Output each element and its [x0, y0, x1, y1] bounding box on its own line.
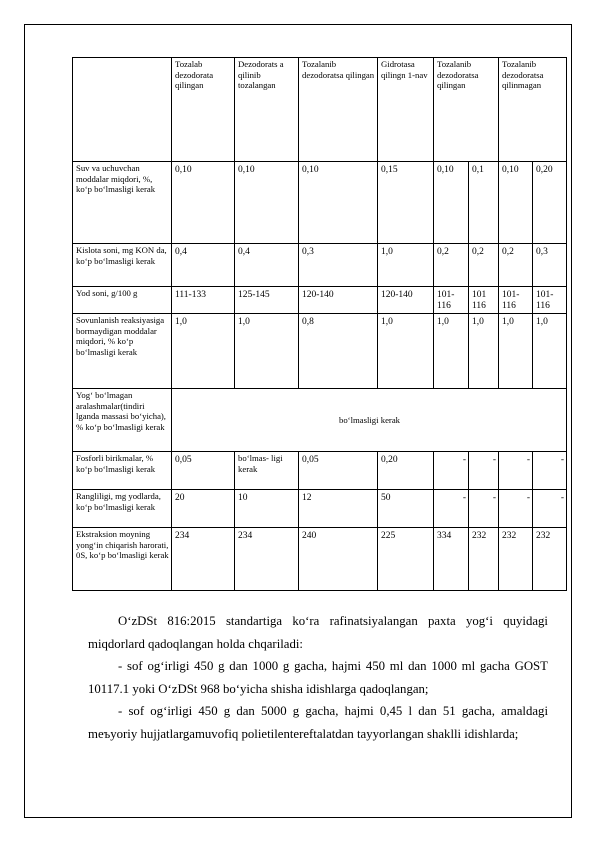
row-label: Yod soni, g/100 g [73, 287, 172, 314]
table-cell: 1,0 [434, 314, 469, 389]
table-row [73, 162, 567, 244]
table-cell: bo‘lmas- ligi kerak [235, 452, 299, 490]
table-cell: 232 [469, 528, 499, 591]
table-cell: 0,20 [378, 452, 434, 490]
table-cell: 111-133 [172, 287, 235, 314]
table-cell: 0,10 [434, 162, 469, 244]
paragraph: - sof og‘irligi 450 g dan 5000 g gacha, hajmi 0,45 l dan 51 gacha, amaldagi meъyoriy hujjatlargamuvofiq polietilentereftalatdan tayyorlangan shaklli idishlarda; [88, 704, 548, 741]
body-text [88, 610, 548, 745]
specification-table [72, 57, 567, 591]
table-cell: 0,8 [299, 314, 378, 389]
row-label: Suv va uchuvchan moddalar miqdori, %, ko‘p bo‘lmasligi kerak [73, 162, 172, 244]
table-cell: 0,10 [235, 162, 299, 244]
row-label: Yog‘ bo‘lmagan aralashmalar(tindiri lganda massasi bo‘yicha), % ko‘p bo‘lmasligi kerak [73, 389, 172, 452]
header-cell: Tozalanib dezodoratsa qilingan [434, 58, 499, 162]
table-cell: 120-140 [299, 287, 378, 314]
table-cell: 1,0 [499, 314, 533, 389]
table-cell: 0,4 [172, 244, 235, 287]
table-cell: 1,0 [235, 314, 299, 389]
table-cell: - [469, 490, 499, 528]
table-row [73, 287, 567, 314]
table-cell: - [499, 452, 533, 490]
table-cell: 0,10 [299, 162, 378, 244]
table-cell: 1,0 [469, 314, 499, 389]
table-cell: 125-145 [235, 287, 299, 314]
table-cell: 50 [378, 490, 434, 528]
table-cell: 20 [172, 490, 235, 528]
row-label: Sovunlanish reaksiyasiga bormaydigan moddalar miqdori, % ko‘p bo‘lmasligi kerak [73, 314, 172, 389]
table-cell: 101 116 [469, 287, 499, 314]
table-cell: 1,0 [172, 314, 235, 389]
table-row [73, 528, 567, 591]
table-cell: - [434, 452, 469, 490]
header-cell: Tozalab dezodorata qilingan [172, 58, 235, 162]
table-header-row [73, 58, 567, 162]
header-cell: Tozalanib dezodoratsa qilinmagan [499, 58, 567, 162]
table-cell: 120-140 [378, 287, 434, 314]
header-cell: Dezodorats a qilinib tozalangan [235, 58, 299, 162]
table-row [73, 244, 567, 287]
table-cell: 0,2 [499, 244, 533, 287]
table-cell: 0,4 [235, 244, 299, 287]
table-cell: 0,3 [533, 244, 567, 287]
table-cell: - [434, 490, 469, 528]
table-cell: 234 [235, 528, 299, 591]
table-cell: 0,1 [469, 162, 499, 244]
table-cell: 232 [499, 528, 533, 591]
table-cell: 101- 116 [499, 287, 533, 314]
table-cell: 0,2 [434, 244, 469, 287]
table-cell: 234 [172, 528, 235, 591]
table-cell: 225 [378, 528, 434, 591]
table-row [73, 490, 567, 528]
table-cell: 101- 116 [533, 287, 567, 314]
table-cell: 0,15 [378, 162, 434, 244]
table-cell: 0,10 [172, 162, 235, 244]
row-label: Kislota soni, mg KON da, ko‘p bo‘lmasligi kerak [73, 244, 172, 287]
table-cell: 1,0 [378, 314, 434, 389]
row-label: Fosforli birikmalar, % ko‘p bo‘lmasligi kerak [73, 452, 172, 490]
table-cell: 240 [299, 528, 378, 591]
table-cell: 101- 116 [434, 287, 469, 314]
table-cell: 12 [299, 490, 378, 528]
table-cell: - [533, 490, 567, 528]
table-cell: 334 [434, 528, 469, 591]
table-cell: 0,05 [172, 452, 235, 490]
header-cell: Tozalanib dezodoratsa qilingan [299, 58, 378, 162]
table-row [73, 314, 567, 389]
table-cell: 1,0 [533, 314, 567, 389]
row-label: Rangliligi, mg yodlarda, ko‘p bo‘lmasligi kerak [73, 490, 172, 528]
header-cell: Gidrotasa qilingn 1-nav [378, 58, 434, 162]
paragraph: - sof og‘irligi 450 g dan 1000 g gacha, hajmi 450 ml dan 1000 ml gacha GOST 10117.1 yoki O‘zDSt 968 bo‘yicha shisha idishlarga qadoqlangan; [88, 659, 548, 696]
table-cell: - [469, 452, 499, 490]
table-cell: 0,10 [499, 162, 533, 244]
table-cell: 232 [533, 528, 567, 591]
table-cell: 0,05 [299, 452, 378, 490]
table-cell: 0,3 [299, 244, 378, 287]
table-cell: 0,2 [469, 244, 499, 287]
row-label: Ekstraksion moyning yong‘in chiqarish harorati, 0S, ko‘p bo‘lmasligi kerak [73, 528, 172, 591]
table-row [73, 452, 567, 490]
table-cell: - [533, 452, 567, 490]
table-cell: 10 [235, 490, 299, 528]
table-cell: - [499, 490, 533, 528]
merged-cell: bo‘lmasligi kerak [172, 389, 567, 452]
header-cell [73, 58, 172, 162]
paragraph: O‘zDSt 816:2015 standartiga ko‘ra rafinatsiyalangan paxta yog‘i quyidagi miqdorlard qadoqlangan holda chqariladi: [88, 614, 548, 651]
table-cell: 0,20 [533, 162, 567, 244]
table-cell: 1,0 [378, 244, 434, 287]
table-row [73, 389, 567, 452]
